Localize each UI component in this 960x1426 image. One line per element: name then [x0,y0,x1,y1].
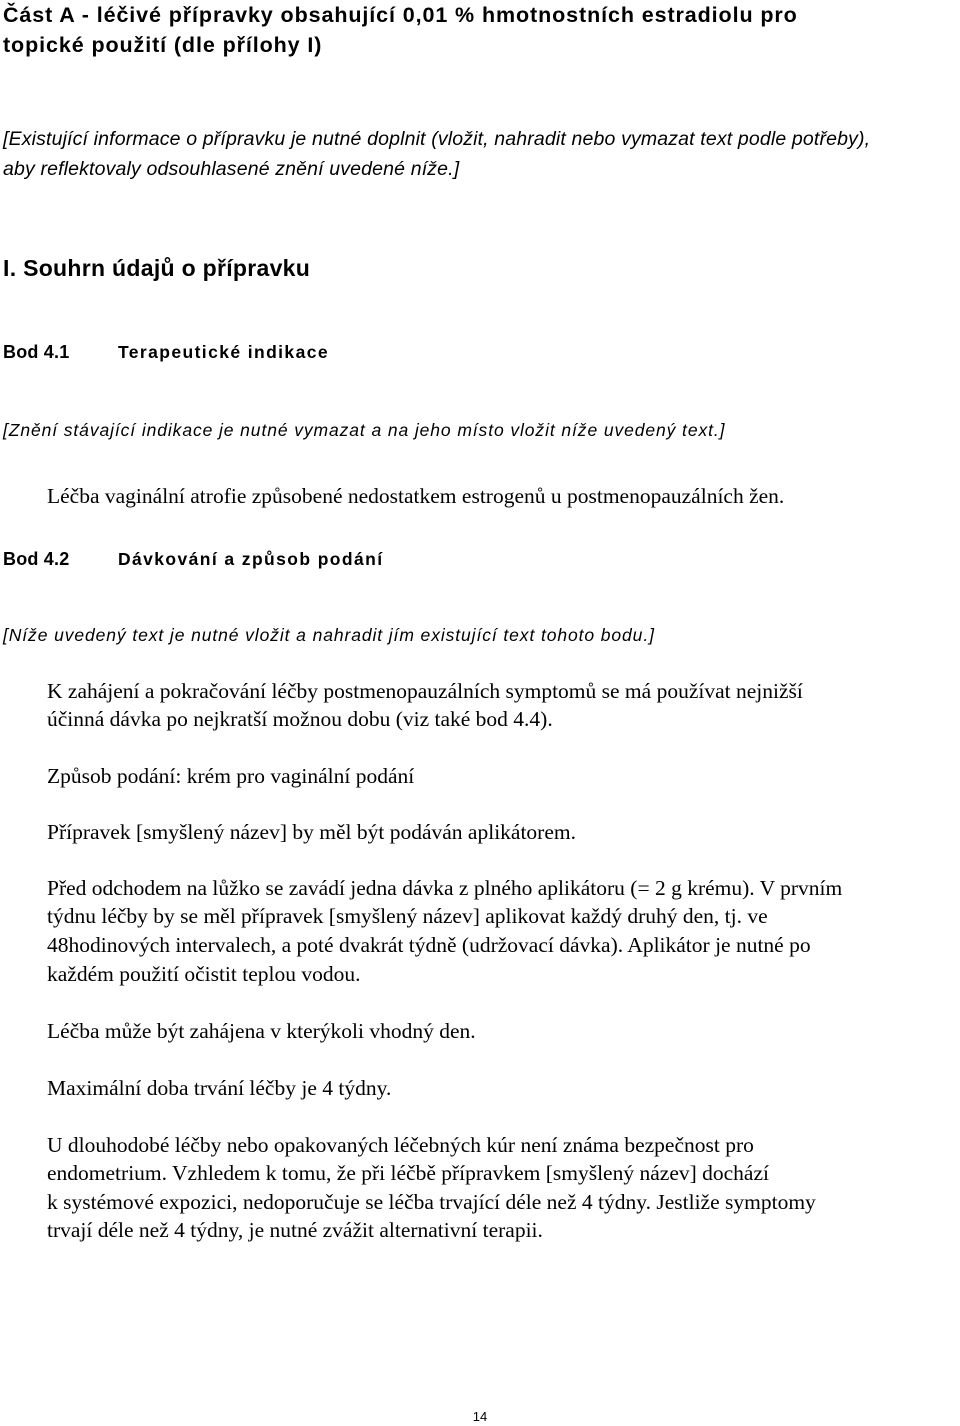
bod-42-paragraph-5-line-1: Léčba může být zahájena v kterýkoli vhodný den. [47,1019,476,1043]
bod-42-paragraph-4-line-1: Před odchodem na lůžko se zavádí jedna dávka z plného aplikátoru (= 2 g krému). V prvním [47,876,843,900]
intro-note-line-1: [Existující informace o přípravku je nutné doplnit (vložit, nahradit nebo vymazat text podle potřeby), [3,128,871,150]
bod-42-paragraph-3-line-1: Přípravek [smyšlený název] by měl být podáván aplikátorem. [47,820,576,844]
bod-41-instruction: [Znění stávající indikace je nutné vymazat a na jeho místo vložit níže uvedený text.] [3,420,726,440]
bod-42-paragraph-7-line-2: endometrium. Vzhledem k tomu, že při léčbě přípravkem [smyšlený název] dochází [47,1161,769,1185]
intro-note-line-2: aby reflektovaly odsouhlasené znění uvedené níže.] [3,158,460,180]
bod-42-paragraph-4-line-3: 48hodinových intervalech, a poté dvakrát týdně (udržovací dávka). Aplikátor je nutné po [47,933,811,957]
bod-42-paragraph-2-line-1: Způsob podání: krém pro vaginální podání [47,764,415,788]
bod-41-title: Terapeutické indikace [118,342,329,362]
bod-42-number: Bod 4.2 [3,549,70,569]
bod-42-paragraph-4-line-4: každém použití očistit teplou vodou. [47,962,361,986]
bod-42-title: Dávkování a způsob podání [118,549,384,569]
bod-42-paragraph-7-line-4: trvají déle než 4 týdny, je nutné zvážit alternativní terapii. [47,1218,543,1242]
bod-41-number: Bod 4.1 [3,342,70,362]
page-number: 14 [472,1409,488,1424]
bod-42-instruction: [Níže uvedený text je nutné vložit a nahradit jím existující text tohoto bodu.] [3,625,655,645]
bod-42-paragraph-1-line-2: účinná dávka po nejkratší možnou dobu (viz také bod 4.4). [47,707,553,731]
document-title-line-1: Část A - léčivé přípravky obsahující 0,01 % hmotnostních estradiolu pro [3,3,798,27]
bod-42-paragraph-1-line-1: K zahájení a pokračování léčby postmenopauzálních symptomů se má používat nejnižší [47,679,803,703]
bod-42-paragraph-7-line-1: U dlouhodobé léčby nebo opakovaných léčebných kúr není známa bezpečnost pro [47,1133,754,1157]
bod-41-text: Léčba vaginální atrofie způsobené nedostatkem estrogenů u postmenopauzálních žen. [47,484,785,508]
bod-42-paragraph-7-line-3: k systémové expozici, nedoporučuje se léčba trvající déle než 4 týdny. Jestliže symptomy [47,1190,816,1214]
document-title-line-2: topické použití (dle přílohy I) [3,33,323,57]
section-heading: I. Souhrn údajů o přípravku [3,255,311,281]
bod-42-paragraph-4-line-2: týdnu léčby by se měl přípravek [smyšlený název] aplikovat každý druhý den, tj. ve [47,904,768,928]
bod-42-paragraph-6-line-1: Maximální doba trvání léčby je 4 týdny. [47,1076,392,1100]
